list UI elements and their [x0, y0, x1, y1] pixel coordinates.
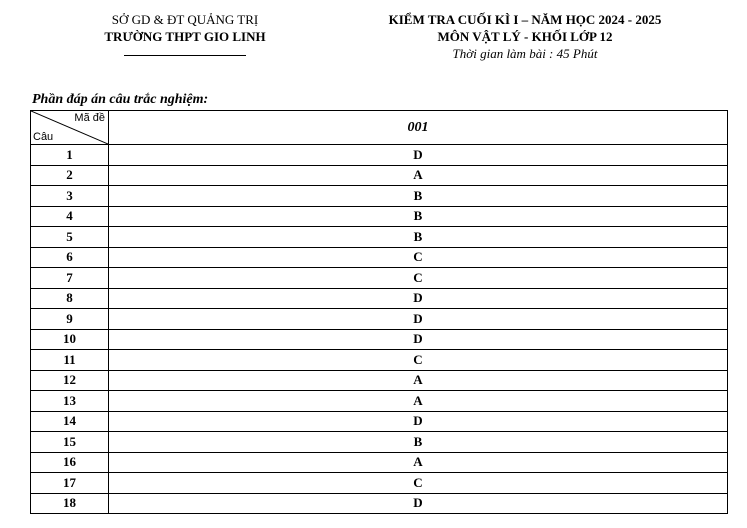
table-row	[31, 329, 728, 350]
exam-code-header: 001	[109, 111, 728, 145]
question-number: 7	[31, 268, 109, 289]
school-name: TRƯỜNG THPT GIO LINH	[104, 29, 266, 44]
question-number: 2	[31, 165, 109, 186]
header-left	[60, 11, 310, 56]
department-name: SỞ GD & ĐT QUẢNG TRỊ	[111, 12, 259, 27]
answer-cell: C	[109, 268, 728, 289]
question-number: 9	[31, 309, 109, 330]
question-number: 14	[31, 411, 109, 432]
table-row	[31, 165, 728, 186]
answer-cell: B	[109, 227, 728, 248]
question-number: 18	[31, 493, 109, 514]
answer-cell: C	[109, 247, 728, 268]
answer-cell: A	[109, 452, 728, 473]
table-row	[31, 288, 728, 309]
table-row	[31, 493, 728, 514]
table-row	[31, 370, 728, 391]
header-right	[340, 11, 710, 62]
table-row	[31, 268, 728, 289]
table-row	[31, 247, 728, 268]
answer-cell: C	[109, 473, 728, 494]
question-number: 11	[31, 350, 109, 371]
answer-cell: C	[109, 350, 728, 371]
answer-table	[30, 110, 728, 514]
question-number: 6	[31, 247, 109, 268]
answer-cell: D	[109, 309, 728, 330]
answer-cell: D	[109, 411, 728, 432]
answer-cell: D	[109, 145, 728, 166]
answer-cell: D	[109, 329, 728, 350]
answer-cell: D	[109, 288, 728, 309]
question-number: 1	[31, 145, 109, 166]
corner-label-exam-code: Mã đề	[74, 112, 105, 124]
subject-title: MÔN VẬT LÝ - KHỐI LỚP 12	[437, 29, 613, 44]
table-row	[31, 145, 728, 166]
table-row	[31, 432, 728, 453]
question-number: 15	[31, 432, 109, 453]
question-number: 10	[31, 329, 109, 350]
table-row	[31, 452, 728, 473]
table-row	[31, 309, 728, 330]
answer-cell: B	[109, 432, 728, 453]
question-number: 17	[31, 473, 109, 494]
answer-cell: D	[109, 493, 728, 514]
question-number: 5	[31, 227, 109, 248]
answer-cell: A	[109, 165, 728, 186]
table-header-row	[31, 111, 728, 145]
question-number: 4	[31, 206, 109, 227]
exam-duration: Thời gian làm bài : 45 Phút	[452, 46, 598, 61]
question-number: 3	[31, 186, 109, 207]
table-row	[31, 186, 728, 207]
section-title: Phần đáp án câu trắc nghiệm:	[32, 92, 209, 107]
table-row	[31, 227, 728, 248]
question-number: 16	[31, 452, 109, 473]
table-row	[31, 391, 728, 412]
table-row	[31, 473, 728, 494]
question-number: 13	[31, 391, 109, 412]
header-divider	[124, 55, 246, 56]
question-number: 8	[31, 288, 109, 309]
table-row	[31, 350, 728, 371]
answer-cell: B	[109, 206, 728, 227]
corner-cell	[31, 111, 109, 145]
answer-cell: A	[109, 370, 728, 391]
answer-cell: B	[109, 186, 728, 207]
table-row	[31, 411, 728, 432]
exam-title: KIỂM TRA CUỐI KÌ I – NĂM HỌC 2024 - 2025	[388, 12, 662, 27]
table-row	[31, 206, 728, 227]
corner-label-question: Câu	[33, 131, 54, 143]
answer-cell: A	[109, 391, 728, 412]
question-number: 12	[31, 370, 109, 391]
